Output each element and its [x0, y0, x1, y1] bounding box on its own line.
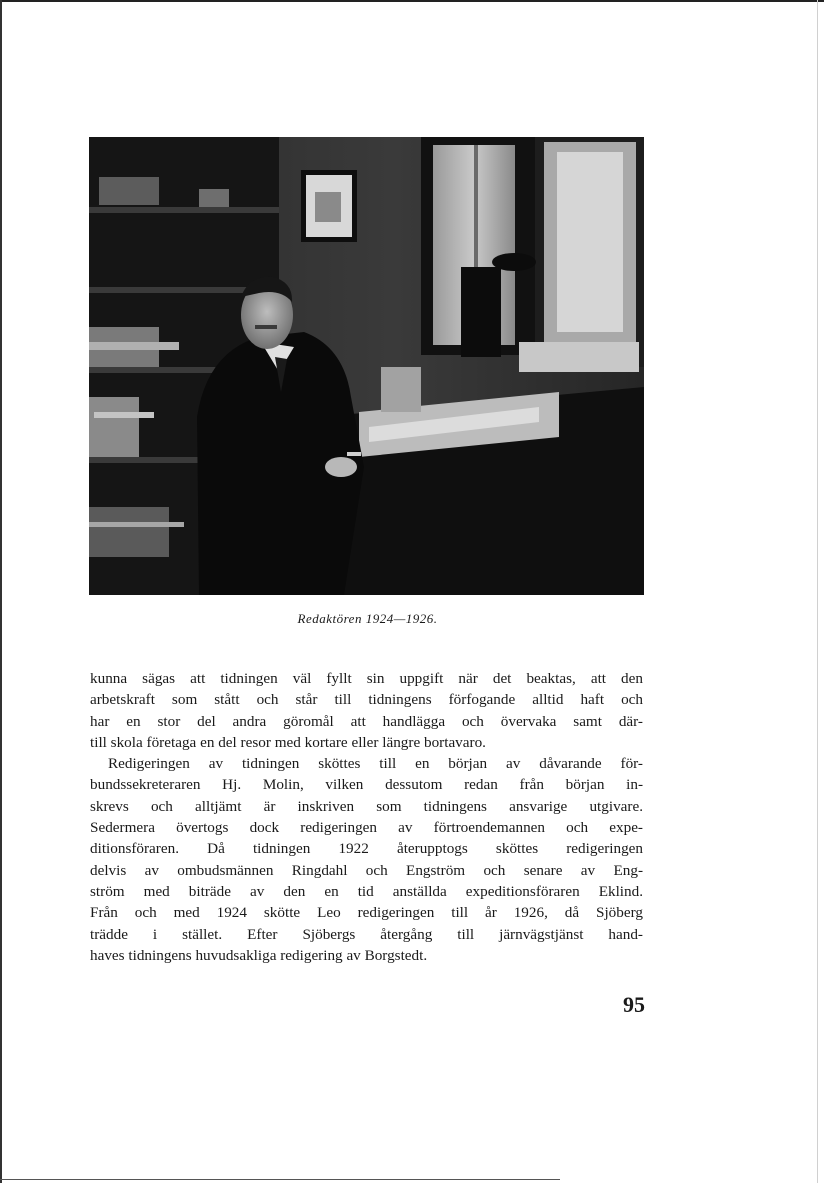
text-line: har en stor del andra göromål att handlägga och övervaka samt där-	[90, 712, 643, 730]
text-line: kunna sägas att tidningen väl fyllt sin uppgift när det beaktas, att den	[90, 670, 643, 687]
text-line: Från och med 1924 skötte Leo redigeringen till år 1926, då Sjöberg	[90, 904, 643, 922]
text-line: bundssekreteraren Hj. Molin, vilken dessutom redan från början in-	[90, 776, 643, 794]
text-line: delvis av ombudsmännen Ringdahl och Engström och senare av Eng-	[90, 861, 643, 879]
text-line: till skola företaga en del resor med kortare eller längre bortavaro.	[90, 733, 486, 751]
text-line: ström med biträde av den en tid anställda expeditionsföraren Eklind.	[90, 882, 643, 900]
scan-edge-right	[817, 0, 818, 1183]
scan-edge-bottom	[0, 1179, 560, 1180]
text-line: haves tidningens huvudsakliga redigering av Borgstedt.	[90, 946, 428, 964]
page-number: 95	[623, 992, 645, 1017]
photo-illustration	[89, 137, 644, 595]
text-line: trädde i stället. Efter Sjöbergs återgång till järnvägstjänst hand-	[90, 925, 643, 943]
text-line: Sedermera övertogs dock redigeringen av förtroendemannen och expe-	[90, 819, 643, 837]
scan-edge-top	[0, 0, 824, 2]
photo-caption: Redaktören 1924—1926.	[297, 611, 438, 626]
text-line: skrevs och alltjämt är inskriven som tidningens ansvarige utgivare.	[90, 797, 643, 815]
text-line: arbetskraft som stått och står till tidningens förfogande alltid haft och	[90, 691, 643, 709]
text-line: Redigeringen av tidningen sköttes till en början av dåvarande för-	[108, 755, 643, 773]
editor-photograph	[89, 137, 644, 595]
scan-edge-left	[0, 0, 2, 1183]
body-text	[90, 668, 643, 966]
text-line: ditionsföraren. Då tidningen 1922 återupptogs sköttes redigeringen	[90, 840, 643, 858]
